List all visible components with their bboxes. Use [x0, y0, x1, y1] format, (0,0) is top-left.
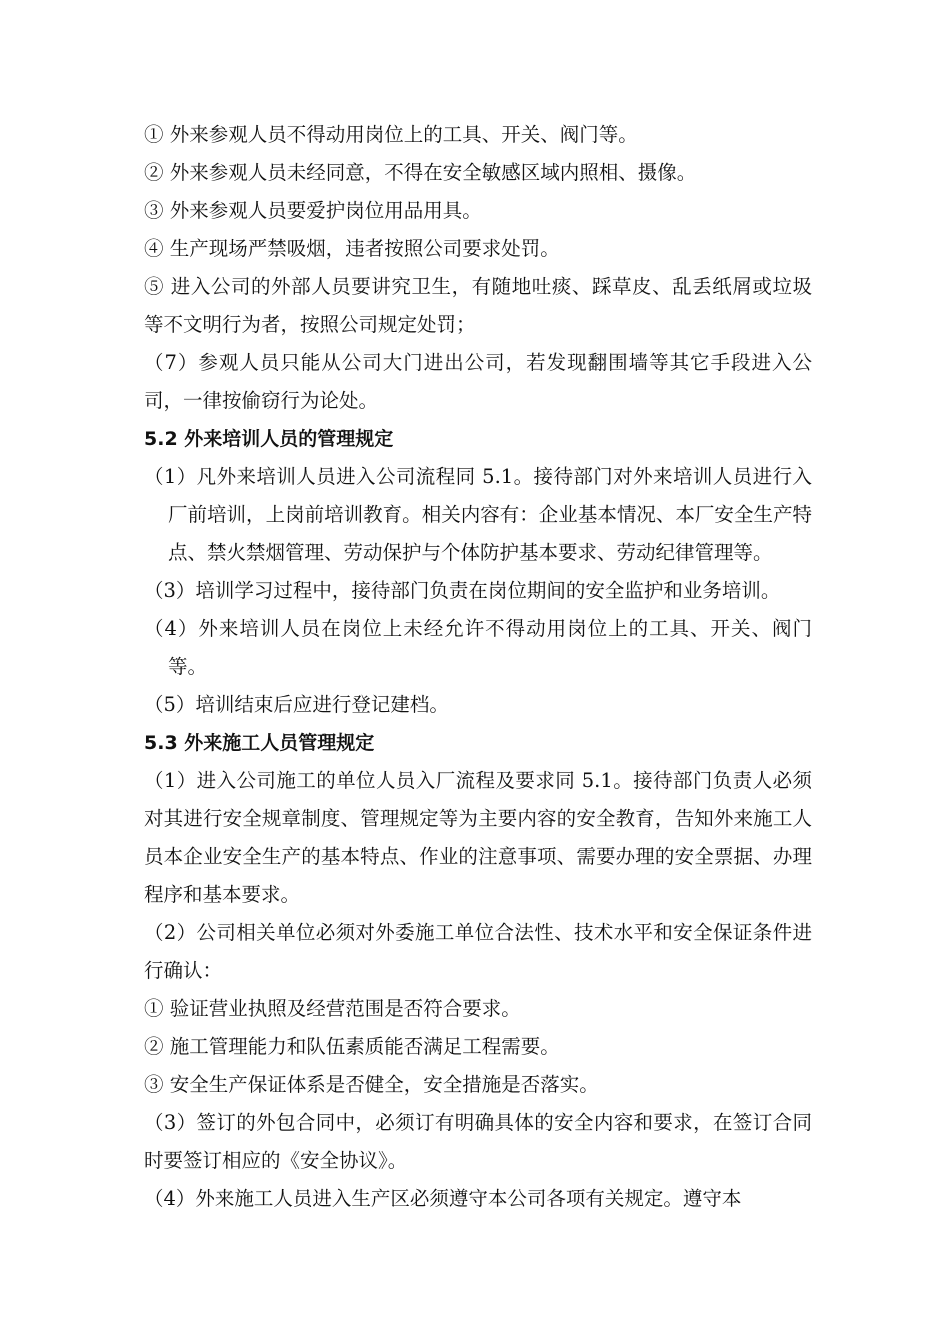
paragraph: （1）进入公司施工的单位人员入厂流程及要求同 5.1。接待部门负责人必须对其进行安全规章制度、管理规定等为主要内容的安全教育，告知外来施工人员本企业安全生产的基本特点、作业的注意事项、需要办理的安全票据、办理程序和基本要求。 [144, 769, 812, 906]
paragraph: ③ 外来参观人员要爱护岗位用品用具。 [144, 199, 482, 222]
paragraph: ④ 生产现场严禁吸烟，违者按照公司要求处罚。 [144, 237, 560, 260]
paragraph: ⑤ 进入公司的外部人员要讲究卫生，有随地吐痰、踩草皮、乱丢纸屑或垃圾等不文明行为者，按照公司规定处罚； [144, 275, 812, 336]
document-body [144, 116, 812, 1218]
paragraph: ② 外来参观人员未经同意，不得在安全敏感区域内照相、摄像。 [144, 161, 697, 184]
paragraph: （1）凡外来培训人员进入公司流程同 5.1。接待部门对外来培训人员进行入厂前培训，上岗前培训教育。相关内容有：企业基本情况、本厂安全生产特点、禁火禁烟管理、劳动保护与个体防护基本要求、劳动纪律管理等。 [144, 465, 812, 564]
paragraph: （3）培训学习过程中，接待部门负责在岗位期间的安全监护和业务培训。 [144, 579, 781, 602]
paragraph: ① 外来参观人员不得动用岗位上的工具、开关、阀门等。 [144, 123, 638, 146]
paragraph: ③ 安全生产保证体系是否健全，安全措施是否落实。 [144, 1073, 599, 1096]
paragraph: （4）外来培训人员在岗位上未经允许不得动用岗位上的工具、开关、阀门等。 [144, 617, 812, 678]
paragraph: （2）公司相关单位必须对外委施工单位合法性、技术水平和安全保证条件进行确认： [144, 921, 812, 982]
paragraph: （5）培训结束后应进行登记建档。 [144, 693, 449, 716]
paragraph: （3）签订的外包合同中，必须订有明确具体的安全内容和要求，在签订合同时要签订相应的《安全协议》。 [144, 1111, 812, 1172]
paragraph: ② 施工管理能力和队伍素质能否满足工程需要。 [144, 1035, 560, 1058]
section-heading: 5.3 外来施工人员管理规定 [144, 732, 375, 754]
paragraph: （4）外来施工人员进入生产区必须遵守本公司各项有关规定。遵守本 [144, 1187, 742, 1210]
paragraph: （7）参观人员只能从公司大门进出公司，若发现翻围墙等其它手段进入公司，一律按偷窃行为论处。 [144, 351, 812, 412]
section-heading: 5.2 外来培训人员的管理规定 [144, 428, 394, 450]
paragraph: ① 验证营业执照及经营范围是否符合要求。 [144, 997, 521, 1020]
